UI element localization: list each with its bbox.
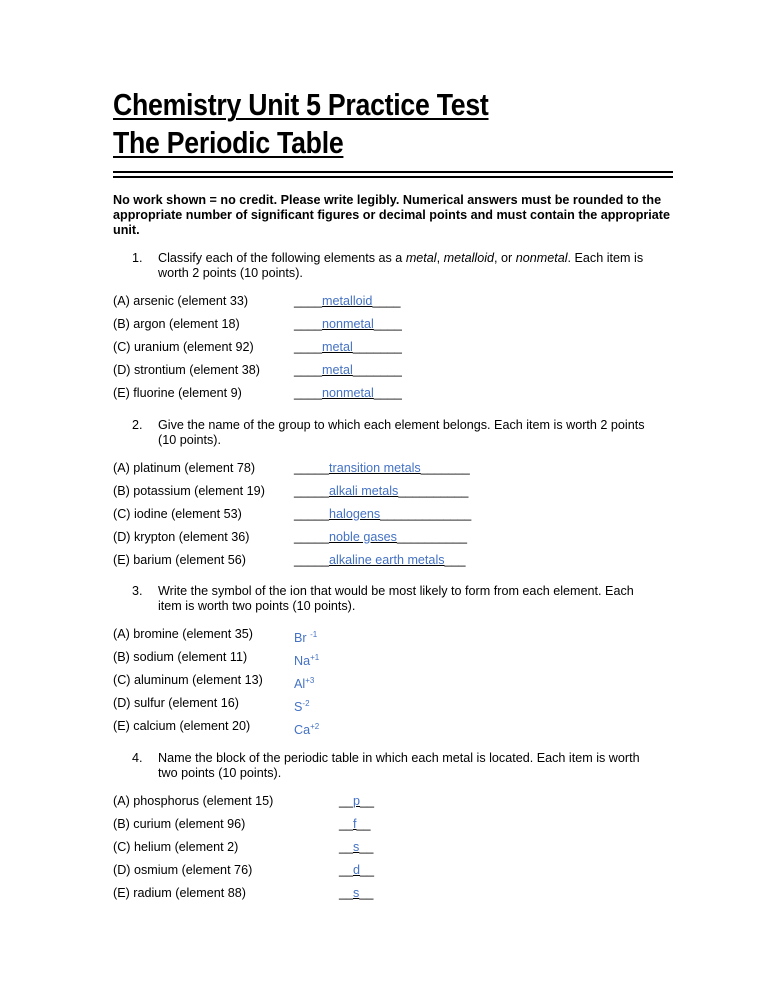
answer-field: _____transition metals_______ — [294, 461, 470, 475]
answer-field: __s__ — [339, 840, 374, 854]
title-divider-top — [113, 171, 673, 173]
ion-answer: $Al^{+3}$ — [294, 676, 315, 691]
question-number: 3. — [132, 584, 143, 598]
ion-answer: $Ca^{+2}$ — [294, 722, 320, 737]
document-page: Chemistry Unit 5 Practice Test The Periodic Table No work shown = no credit. Please write legibly. Numerical answers must be rounded to the appropriate number of significant figures or decimal points and must contain the appropriate unit. 1. Classify each of the following elements as a metal, metalloid, or nonmetal. Each item is worth 2 points (10 points). (A) arsenic (element 33) ____metalloid____ (B) argon (element 18) ____nonmetal____ (C) uranium (element 92) ____metal_______ (D) strontium (element 38) ____metal_______ (E) fluorine (element 9) ____nonmetal____ 2. Give the name of the group to which each element belongs. Each item is worth 2 points (10 points). (A) platinum (element 78) _____transition metals_______ (B) potassium (element 19) _____alkali metals__________ (C) iodine (element 53) _____halogens_____________ (D) krypton (element 36) _____noble gases__________ (E) barium (element 56) _____alkaline earth metals___ 3. Write the symbol of the ion that would be most likely to form from each element. Each item is worth two points (10 points). (A) bromine (element 35) Br $^{-1}$ (B) sodium (element 11) $Na^{+1}$ (C) aluminum (element 13) $Al^{+3}$ (D) sulfur (element 16) $S^{-2}$ (E) calcium (element 20) $Ca^{+2}$ 4. Name the block of the periodic table in which each metal is located. Each item is worth two points (10 points). (A) phosphorus (element 15) __p__ (B) curium (element 96) __f__ (C) helium (element 2) __s__ (D) osmium (element 76) __d__ (E) radium (element 88) __s__ — [0, 0, 768, 994]
answer-field: ____nonmetal____ — [294, 386, 402, 400]
ion-answer: Br $^{-1}$ — [294, 630, 318, 645]
title-line-1: Chemistry Unit 5 Practice Test — [113, 87, 489, 122]
ion-answer: $S^{-2}$ — [294, 699, 310, 714]
question-text: Give the name of the group to which each element belongs. Each item is worth 2 points (10 points). — [158, 418, 645, 447]
answer-field: __f__ — [339, 817, 371, 831]
answer-field: ____metalloid____ — [294, 294, 401, 308]
question-text: Classify each of the following elements as a metal, metalloid, or nonmetal. Each item is worth 2 points (10 points). — [158, 251, 644, 280]
answer-field: __s__ — [339, 886, 374, 900]
question-text: Name the block of the periodic table in which each metal is located. Each item is worth two points (10 points). — [158, 751, 640, 780]
answer-field: _____alkaline earth metals___ — [294, 553, 466, 567]
answer-field: ____metal_______ — [294, 363, 402, 377]
question-text: Write the symbol of the ion that would be most likely to form from each element. Each item is worth two points (10 points). — [158, 584, 634, 613]
question-number: 1. — [132, 251, 143, 265]
title-line-2: The Periodic Table — [113, 125, 344, 160]
answer-field: __d__ — [339, 863, 375, 877]
page-title — [113, 86, 595, 162]
ion-answer: $Na^{+1}$ — [294, 653, 320, 668]
answer-field: ____nonmetal____ — [294, 317, 402, 331]
title-divider-bottom — [113, 176, 673, 178]
answer-field: _____halogens_____________ — [294, 507, 472, 521]
instructions: No work shown = no credit. Please write legibly. Numerical answers must be rounded to the appropriate number of significant figures or decimal points and must contain the appropriate unit. — [113, 193, 670, 237]
answer-field: _____noble gases__________ — [294, 530, 467, 544]
question-number: 4. — [132, 751, 143, 765]
answer-field: ____metal_______ — [294, 340, 402, 354]
answer-field: __p__ — [339, 794, 375, 808]
question-number: 2. — [132, 418, 143, 432]
answer-field: _____alkali metals__________ — [294, 484, 469, 498]
